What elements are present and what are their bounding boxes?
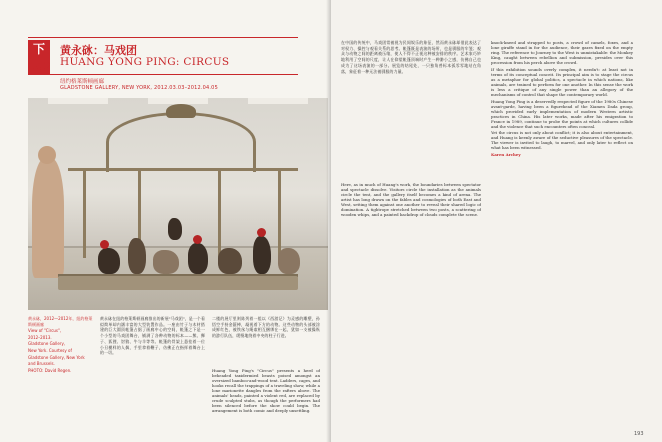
taxidermy-animal: [168, 218, 182, 240]
taxidermy-animal: [98, 248, 120, 274]
red-head: [193, 235, 202, 244]
taxidermy-animal: [218, 248, 242, 274]
body-paragraph-en: Yet the circus is not only about conflict; it is also about entertainment, and Huang is keenly aware of the seductive pleasures of the spectacle. The viewer is invited to laugh, to marvel, and only later to reflect on what has been witnessed.: [491, 130, 633, 151]
mannequin-head: [38, 146, 56, 164]
caption-line: and Brussels.: [28, 361, 55, 367]
caption-line: View of "Circus",: [28, 328, 62, 334]
venue-cn: 纽约格莱斯顿画廊: [60, 79, 105, 85]
tent-cap: [166, 104, 196, 118]
body-column-en-2: [341, 182, 481, 434]
body-column-cn-1: [100, 316, 205, 434]
body-paragraph-cn: 二楼的展厅里则陈列着一组以《西游记》为灵感的雕塑，孙悟空手持金箍棒，凝视着下方的动物。这些动物的头部被涂成鲜红色，被铁丝与绳索相互捆绑在一起，犹如一支被操纵的游行队伍，缓慢地绕着中央的柱子行进。: [212, 316, 320, 339]
body-paragraph-en: Huang Yong Ping's "Circus" presents a herd of beheaded taxidermied beasts poised amongst an oversized bamboo-and-wood tent. Ladders, cages, and hooks recall the trappings of a traveling show, while a lone marionette dangles from the rafters above. The animals' heads, painted a violent red, are replaced by crude sculpted stubs, as though the performers had been silenced before the show could begin. The arrangement is both comic and deeply unsettling.: [212, 368, 320, 414]
body-paragraph-cn: 在中国的传统中，马戏团常被视为民间娱乐的象征，然而黄永砯却借此表达了对权力、操控与观看关系的思考。帐篷既是表演的场所，也是驯服的牢笼；观众与动物之间的距离被压缩，使人不得不正视这种被安排的秩序。艺术家巧妙地利用了空间的尺度，让人在仰望帐篷顶端时产生一种渺小之感，仿佛自己也成为了这场表演的一部分。展览的结尾处，一只独角兽标本孤零零地站在角落，象征着一种无法被驯服的力量。: [341, 40, 481, 74]
article-title-en: HUANG YONG PING: CIRCUS: [60, 56, 230, 68]
body-paragraph-en: If this exhibition sounds overly complex, it needn't: at least not in terms of its conceptual conceit. Its principal aim is to stage the circus as a metaphor for global politics, a spectacle in which nations, like animals, are trained to perform for one another. In this sense the work is less a critique of any single power than an allegory of the mechanisms of control that shape the contemporary world.: [491, 66, 633, 97]
article-title-cn: 黄永砯：马戏团: [60, 44, 137, 57]
section-number: 192: [28, 60, 51, 73]
ceiling-light: [248, 98, 308, 104]
body-paragraph-en: Huang Yong Ping is a deservedly respected figure of the 1980s Chinese avant-garde, having been a figurehead of the Xiamen Dada group, which provided early implementation of modern Western artistic practices in China. His later works, made after his emigration to France in 1989, continue to probe the points at which cultures collide and the violence that such encounters often conceal.: [491, 98, 633, 129]
tent-beam: [68, 168, 298, 171]
caption-line: 2012–2013.: [28, 334, 52, 340]
body-column-cn-2: [212, 316, 320, 366]
right-page: [331, 0, 662, 442]
page-number: 193: [634, 431, 644, 437]
red-head: [100, 240, 109, 249]
tent-pole: [278, 168, 281, 258]
body-paragraph-en: knock-kneed and strapped to posts, a crowd of camels, foxes, and a lone giraffe stand in for the audience, their gazes fixed on the empty ring. The reference to Journey to the West is unmistakable: the Monkey King, caught between rebellion and submission, presides over this procession from his perch above the crowd.: [491, 40, 633, 66]
body-column-en-3: [491, 40, 633, 432]
tent-pole: [83, 168, 86, 258]
body-column-cn-3: [341, 40, 481, 165]
ceiling-light: [48, 98, 108, 104]
installation-photo: [28, 98, 328, 310]
taxidermy-animal: [188, 243, 208, 274]
venue-en: GLADSTONE GALLERY, NEW YORK, 2012.03.03–2012.04.05: [60, 85, 218, 91]
body-paragraph-en: Here, as in much of Huang's work, the boundaries between spectator and spectacle dissolve. Visitors circle the installation as the animals circle the tent, and the gallery itself becomes a kind of arena. The artist has long drawn on the fables and cosmologies of both East and West, setting them against one another to reveal their shared logic of domination. A tightrope stretched between two posts, a scattering of wooden whips, and a painted backdrop of clouds complete the scene.: [341, 182, 481, 218]
caption-line: PHOTO: David Regen.: [28, 367, 72, 373]
body-column-en-1: [212, 368, 320, 434]
caption-line: Gladstone Gallery, New York: [28, 354, 85, 360]
red-head: [257, 228, 266, 237]
mannequin-figure: [32, 158, 64, 278]
caption-line: New York. Courtesy of: [28, 347, 72, 353]
taxidermy-animal: [153, 250, 179, 274]
taxidermy-animal: [278, 248, 300, 274]
header-rule-bottom: [28, 74, 298, 75]
tent-dome: [106, 112, 256, 172]
section-char: 下: [32, 42, 45, 56]
taxidermy-animal: [253, 236, 271, 274]
caption-cn: 黄永砯，2012—2012年，纽约格莱斯顿画廊: [28, 316, 93, 327]
tent-pole: [218, 168, 221, 258]
caption-line: Gladstone Gallery,: [28, 341, 66, 347]
photo-caption: [28, 316, 94, 374]
body-paragraph-cn: 黄永砯在纽约格莱斯顿画廊推出的新展"马戏团"，是一个看似简单却内涵丰富的大型装置作品。一座由竹子与木材搭建的巨大圆顶帐篷占据了画廊中心的空间，帐篷之下是一个小型的马戏团舞台，铺满了各种动物的标本——熊、狮子、狐狸、豺狼、牛与羊等等。帐篷的骨架上悬挂着一位小丑模样的人偶，手里拿着鞭子，仿佛正在指挥着舞台上的一切。: [100, 316, 205, 356]
header-rule-top: [28, 37, 298, 38]
taxidermy-animal: [128, 238, 146, 274]
author-byline: Karen Archey: [491, 151, 521, 157]
circus-platform: [58, 276, 298, 290]
